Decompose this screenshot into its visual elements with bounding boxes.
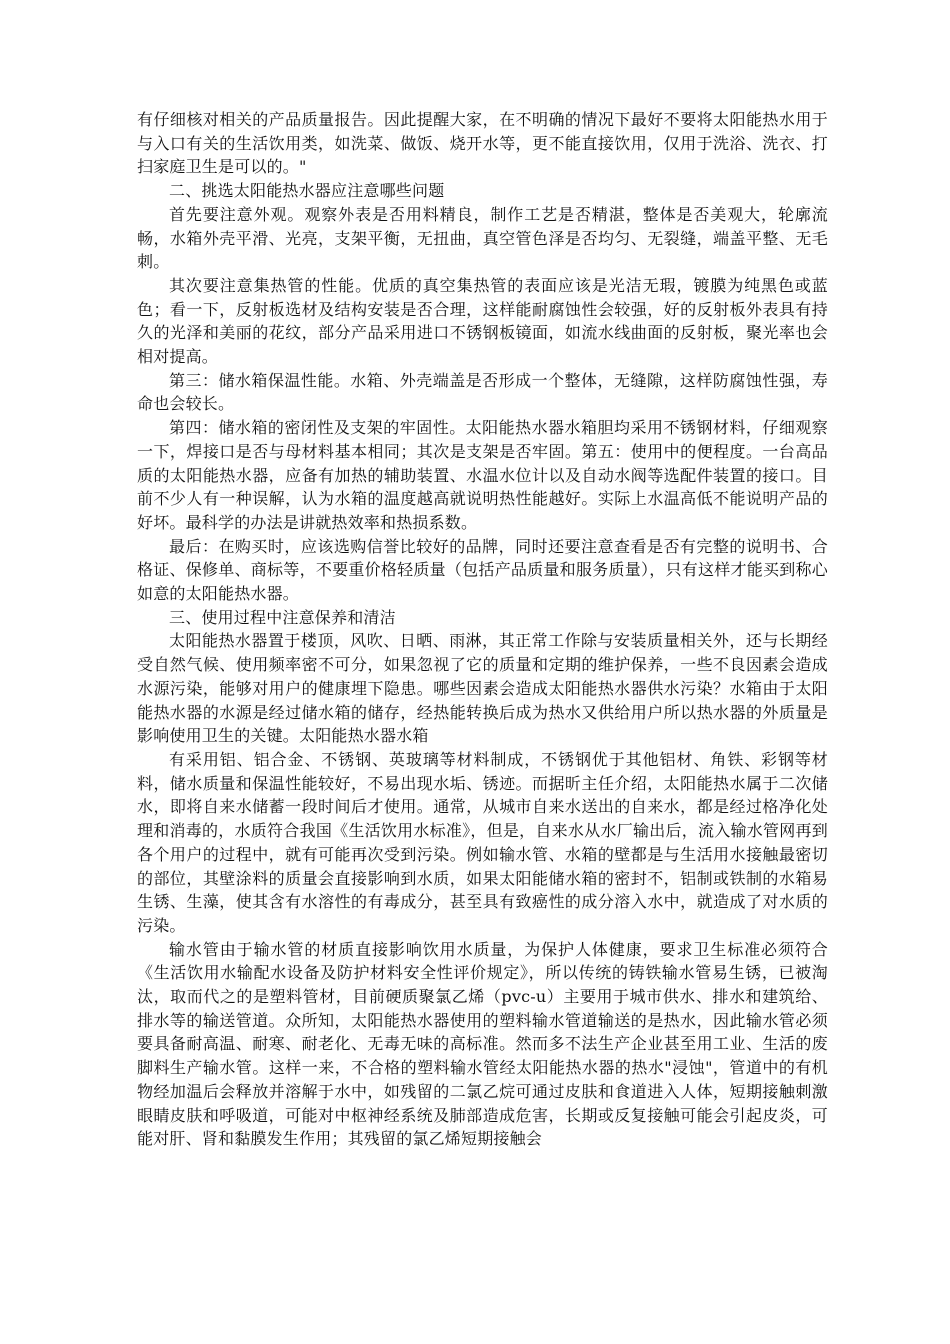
paragraph-tank-insulation: 第三：储水箱保温性能。水箱、外壳端盖是否形成一个整体，无缝隙，这样防腐蚀性强，寿命也会较长。 — [137, 370, 828, 414]
section-heading-3: 三、使用过程中注意保养和清洁 — [169, 607, 396, 627]
paragraph-purchase-advice: 最后：在购买时，应该选购信誉比较好的品牌，同时还要注意查看是否有完整的说明书、合格证、保修单、商标等，不要重价格轻质量（包括产品质量和服务质量），只有这样才能买到称心如意的太阳能热水器。 — [137, 536, 828, 604]
document-page — [137, 108, 828, 1151]
paragraph-collector-tube: 其次要注意集热管的性能。优质的真空集热管的表面应该是光洁无瑕，镀膜为纯黑色或蓝色；看一下，反射板选材及结构安装是否合理，这样能耐腐蚀性会较强，好的反射板外表具有持久的光泽和美丽的花纹，部分产品采用进口不锈钢板镜面，如流水线曲面的反射板，聚光率也会相对提高。 — [137, 275, 828, 367]
paragraph-intro-continuation: 有仔细核对相关的产品质量报告。因此提醒大家，在不明确的情况下最好不要将太阳能热水用于与入口有关的生活饮用类，如洗菜、做饭、烧开水等，更不能直接饮用，仅用于洗浴、洗衣、打扫家庭卫生是可以的。" — [137, 110, 828, 177]
paragraph-appearance: 首先要注意外观。观察外表是否用料精良，制作工艺是否精湛，整体是否美观大，轮廓流畅，水箱外壳平滑、光亮，支架平衡，无扭曲，真空管色泽是否均匀、无裂缝，端盖平整、无毛刺。 — [137, 204, 828, 272]
paragraph-maintenance: 太阳能热水器置于楼顶，风吹、日晒、雨淋，其正常工作除与安装质量相关外，还与长期经受自然气候、使用频率密不可分，如果忽视了它的质量和定期的维护保养，一些不良因素会造成水源污染，能够对用户的健康埋下隐患。哪些因素会造成太阳能热水器供水污染？水箱由于太阳能热水器的水源是经过储水箱的储存，经热能转换后成为热水又供给用户所以热水器的外质量是影响使用卫生的关键。太阳能热水器水箱 — [137, 631, 828, 746]
paragraph-tank-materials: 有采用铝、铝合金、不锈钢、英玻璃等材料制成，不锈钢优于其他铝材、角铁、彩钢等材料，储水质量和保温性能较好，不易出现水垢、锈迹。而据昕主任介绍，太阳能热水属于二次储水，即将自来水储蓄一段时间后才使用。通常，从城市自来水送出的自来水，都是经过格净化处理和消毒的，水质符合我国《生活饮用水标准》，但是，自来水从水厂输出后，流入输水管网再到各个用户的过程中，就有可能再次受到污染。例如输水管、水箱的壁都是与生活用水接触最密切的部位，其壁涂料的质量会直接影响到水质，如果太阳能储水箱的密封不，铝制或铁制的水箱易生锈、生藻，使其含有水溶性的有毒成分，甚至具有致癌性的成分溶入水中，就造成了对水质的污染。 — [137, 749, 828, 935]
paragraph-sealing-bracket: 第四：储水箱的密闭性及支架的牢固性。太阳能热水器水箱胆均采用不锈钢材料，仔细观察一下，焊接口是否与母材料基本相同；其次是支架是否牢固。第五：使用中的便程度。一台高品质的太阳能热水器，应备有加热的辅助装置、水温水位计以及自动水阀等选配件装置的接口。目前不少人有一种误解，认为水箱的温度越高就说明热性能越好。实际上水温高低不能说明产品的好坏。最科学的办法是讲就热效率和热损系数。 — [137, 418, 828, 532]
section-heading-2: 二、挑选太阳能热水器应注意哪些问题 — [169, 181, 445, 201]
paragraph-water-pipes: 输水管由于输水管的材质直接影响饮用水质量，为保护人体健康，要求卫生标准必须符合《生活饮用水输配水设备及防护材料安全性评价规定》，所以传统的铸铁输水管易生锈，已被淘汰，取而代之的是塑料管材，目前硬质聚氯乙烯（pvc-u）主要用于城市供水、排水和建筑给、排水等的输送管道。众所知，太阳能热水器使用的塑料输水管道输送的是热水，因此输水管必须要具备耐高温、耐寒、耐老化、无毒无味的高标准。然而多不法生产企业甚至用工业、生活的废脚料生产输水管。这样一来，不合格的塑料输水管经太阳能热水器的热水"浸蚀"，管道中的有机物经加温后会释放并溶解于水中，如残留的二氯乙烷可通过皮肤和食道进入人体，短期接触刺激眼睛皮肤和呼吸道，可能对中枢神经系统及肺部造成危害，长期或反复接触可能会引起皮炎，可能对肝、肾和黏膜发生作用；其残留的氯乙烯短期接触会 — [137, 939, 828, 1149]
